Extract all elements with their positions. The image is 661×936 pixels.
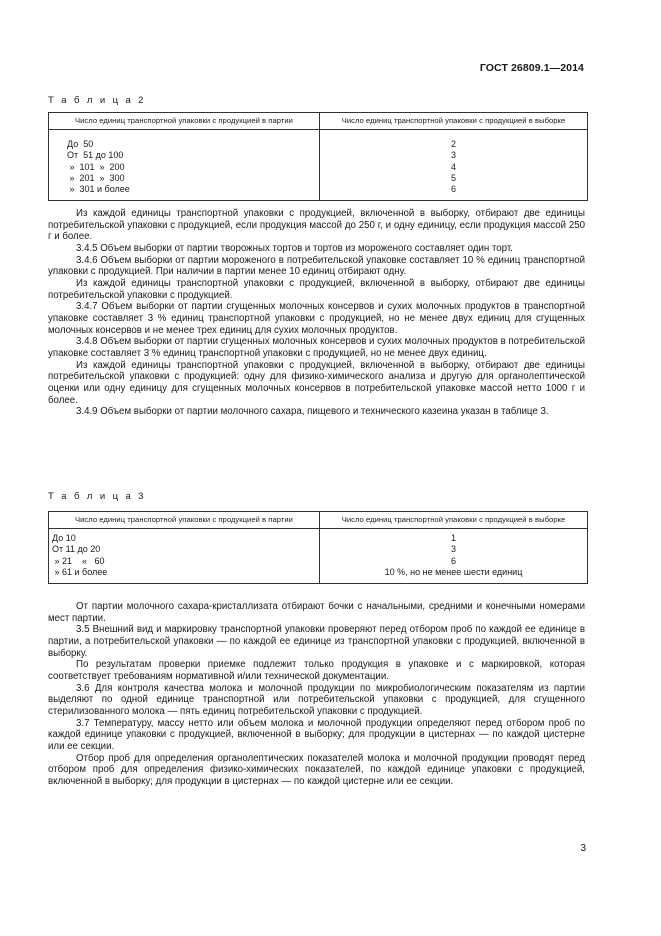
table-row: » 201 » 300 bbox=[67, 172, 125, 183]
table-3-lot-cell bbox=[49, 529, 320, 584]
table-3-sample-cell bbox=[320, 529, 588, 584]
table-row: 2 bbox=[450, 139, 456, 149]
table-2-header-sample: Число единиц транспортной упаковки с продукцией в выборке bbox=[320, 113, 588, 130]
table-row: 6 bbox=[450, 555, 456, 566]
paragraph: От партии молочного сахара-кристаллизата отбирают бочки с начальными, средними и конечными номерами мест партии. bbox=[48, 601, 585, 624]
paragraph: 3.5 Внешний вид и маркировку транспортной упаковки проверяют перед отбором проб по каждой ее единице в партии, а потребительской упаковки — по каждой ее единице из транспортной упаковки с продукцией, включенной в выборку. bbox=[48, 624, 585, 659]
table-row: » 61 и более bbox=[52, 566, 108, 577]
table-3-caption: Т а б л и ц а 3 bbox=[48, 491, 146, 502]
paragraph: 3.4.5 Объем выборки от партии творожных тортов и тортов из мороженого составляет один торт. bbox=[76, 242, 513, 254]
table-row: 10 %, но не менее шести единиц bbox=[384, 566, 523, 577]
table-row: До 50 bbox=[67, 139, 94, 149]
table-2-sample-cell bbox=[320, 130, 588, 201]
table-row: » 101 » 200 bbox=[67, 161, 125, 172]
table-row: 3 bbox=[450, 150, 456, 161]
table-2-lot-cell bbox=[49, 130, 320, 201]
table-row: 3 bbox=[450, 544, 456, 555]
table-row: 6 bbox=[450, 184, 456, 195]
paragraph: Из каждой единицы транспортной упаковки с продукцией, включенной в выборку, отбирают две единицы потребительской упаковки с продукцией: одну для физико-химического анализа и другую для органолептической оценки или одну единицу для сгущенных молочных консервов в потребительской упаковке массой нетто 1000 г и более. bbox=[48, 359, 585, 406]
paragraph: Из каждой единицы транспортной упаковки с продукцией, включенной в выборку, отбирают две единицы потребительской упаковки с продукцией. bbox=[48, 277, 585, 301]
text-block-1 bbox=[48, 208, 585, 418]
table-row: От 11 до 20 bbox=[52, 544, 101, 555]
text-block-2 bbox=[48, 601, 585, 788]
paragraph: 3.4.9 Объем выборки от партии молочного сахара, пищевого и технического казеина указан в таблице 3. bbox=[76, 406, 549, 418]
table-row: » 21 « 60 bbox=[52, 555, 105, 566]
paragraph: По результатам проверки приемке подлежит только продукция в упаковке и с маркировкой, которая соответствует требованиям нормативной и/или технической документации. bbox=[48, 659, 585, 682]
paragraph: 3.4.8 Объем выборки от партии сгущенных молочных консервов и сухих молочных продуктов в потребительской упаковке составляет 3 % единиц транспортной упаковки с продукцией, но не менее двух единиц. bbox=[48, 336, 585, 359]
table-row: 4 bbox=[450, 161, 456, 172]
document-header: ГОСТ 26809.1—2014 bbox=[479, 62, 584, 74]
table-row: От 51 до 100 bbox=[67, 150, 124, 161]
table-row: » 301 и более bbox=[67, 184, 130, 195]
table-3-header-sample: Число единиц транспортной упаковки с продукцией в выборке bbox=[320, 512, 588, 529]
paragraph: 3.4.7 Объем выборки от партии сгущенных молочных консервов и сухих молочных продуктов в транспортной упаковке составляет 3 % единиц транспортной упаковки с продукцией, но не менее двух единиц для сгущенных молочных консервов и не менее трех единиц для сухих молочных продуктов. bbox=[48, 301, 585, 336]
paragraph: 3.6 Для контроля качества молока и молочной продукции по микробиологическим показателям из партии выделяют по одной единице транспортной или потребительской упаковки с продукцией, для сгущенного стерилизованного молока — пять единиц потребительской упаковки с продукцией. bbox=[48, 682, 585, 717]
table-3-header-lot: Число единиц транспортной упаковки с продукцией в партии bbox=[49, 512, 320, 529]
table-row: 1 bbox=[450, 533, 456, 543]
paragraph: 3.4.6 Объем выборки от партии мороженого в потребительской упаковке составляет 10 % единиц транспортной упаковки с продукцией. При наличии в партии менее 10 единиц отбирают одну. bbox=[48, 254, 585, 278]
table-2 bbox=[48, 112, 588, 201]
table-row: До 10 bbox=[52, 533, 76, 543]
paragraph: Отбор проб для определения органолептических показателей молока и молочной продукции проводят перед отбором проб для определения физико-химических показателей, по каждой единице упаковки с продукцией, включенной в выборку; для продукции в цистернах — по каждой цистерне или ее секции. bbox=[48, 752, 585, 787]
table-2-header-lot: Число единиц транспортной упаковки с продукцией в партии bbox=[49, 113, 320, 130]
paragraph: 3.7 Температуру, массу нетто или объем молока и молочной продукции определяют перед отбором проб по каждой единице упаковки с продукцией, включенной в выборку; для продукции в цистернах — по каждой цистерне или ее секции. bbox=[48, 717, 585, 752]
page-number: 3 bbox=[580, 843, 586, 854]
table-3 bbox=[48, 511, 588, 584]
paragraph: Из каждой единицы транспортной упаковки с продукцией, включенной в выборку, отбирают две единицы потребительской упаковки с продукцией, если продукция массой до 250 г, и одну единицу, если продукция массой 250 г и более. bbox=[48, 208, 585, 243]
table-row: 5 bbox=[450, 172, 456, 183]
table-2-caption: Т а б л и ц а 2 bbox=[48, 95, 146, 106]
